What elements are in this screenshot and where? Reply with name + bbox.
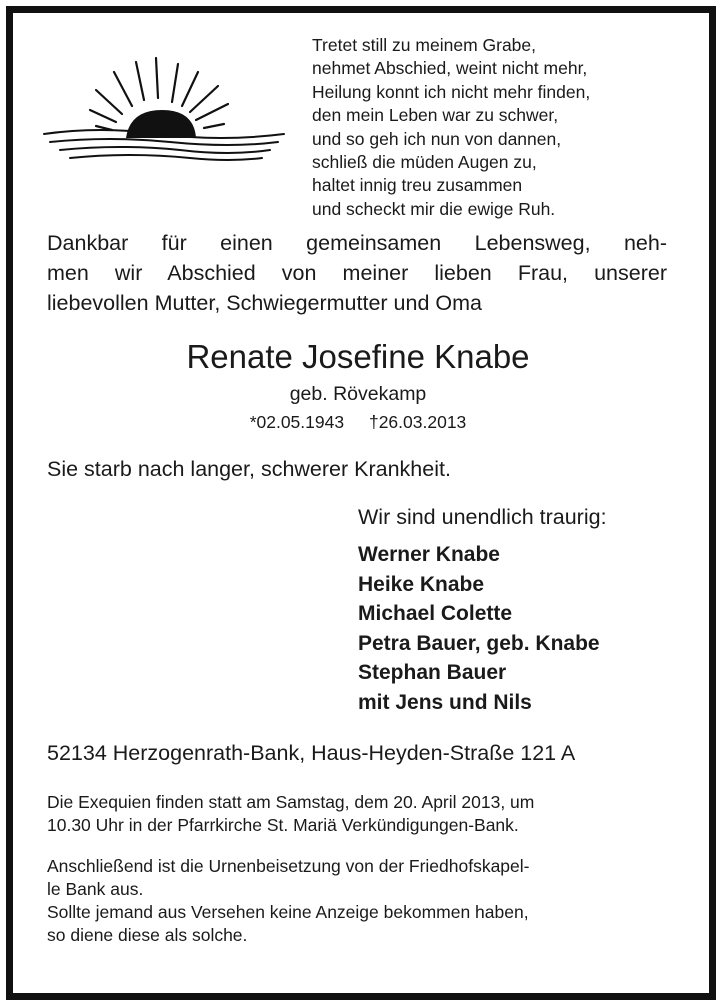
- intro-line: men wir Abschied von meiner lieben Frau, unserer: [47, 261, 667, 285]
- mourner-name: Stephan Bauer: [358, 661, 507, 684]
- poem-line: den mein Leben war zu schwer,: [312, 105, 559, 126]
- mourners-heading: Wir sind unendlich traurig:: [358, 505, 607, 529]
- notice-line: le Bank aus.: [47, 879, 144, 899]
- mourner-name: Heike Knabe: [358, 572, 485, 596]
- cause-text: Sie starb nach langer, schwerer Krankheit.: [47, 457, 451, 481]
- birth-date: *02.05.1943: [249, 412, 345, 432]
- deceased-name: Renate Josefine Knabe: [186, 338, 530, 375]
- mourner-name: Michael Colette: [358, 602, 513, 625]
- birth-name: geb. Rövekamp: [289, 383, 427, 405]
- death-date: †26.03.2013: [368, 412, 467, 432]
- poem-line: haltet innig treu zusammen: [312, 175, 523, 196]
- poem-line: und scheckt mir die ewige Ruh.: [312, 198, 556, 219]
- intro-line: Dankbar für einen gemeinsamen Lebensweg, neh-: [47, 231, 667, 255]
- address: 52134 Herzogenrath-Bank, Haus-Heyden-Straße 121 A: [47, 741, 576, 765]
- notice-line: Anschließend ist die Urnenbeisetzung von der Friedhofskapel-: [47, 856, 530, 876]
- mourner-name: mit Jens und Nils: [358, 690, 532, 714]
- poem: [312, 34, 590, 221]
- sunset-icon: [40, 50, 290, 180]
- poem-line: Heilung konnt ich nicht mehr finden,: [312, 81, 591, 102]
- notice-line: Sollte jemand aus Versehen keine Anzeige bekommen haben,: [47, 902, 529, 922]
- mourner-name: Werner Knabe: [358, 543, 500, 566]
- poem-line: nehmet Abschied, weint nicht mehr,: [312, 58, 588, 79]
- notice-line: so diene diese als solche.: [47, 925, 248, 945]
- poem-line: Tretet still zu meinem Grabe,: [312, 35, 537, 55]
- service-info: [47, 791, 667, 837]
- notice-info: [47, 855, 667, 947]
- poem-line: und so geh ich nun von dannen,: [312, 128, 562, 149]
- mourners-list: [358, 540, 600, 717]
- poem-line: schließ die müden Augen zu,: [312, 152, 537, 173]
- life-dates: [0, 412, 716, 433]
- intro-text: [47, 228, 667, 318]
- mourner-name: Petra Bauer, geb. Knabe: [358, 631, 600, 655]
- service-line: Die Exequien finden statt am Samstag, dem 20. April 2013, um: [47, 792, 535, 812]
- service-line: 10.30 Uhr in der Pfarrkirche St. Mariä Verkündigungen-Bank.: [47, 815, 519, 835]
- intro-line: liebevollen Mutter, Schwiegermutter und Oma: [47, 291, 482, 315]
